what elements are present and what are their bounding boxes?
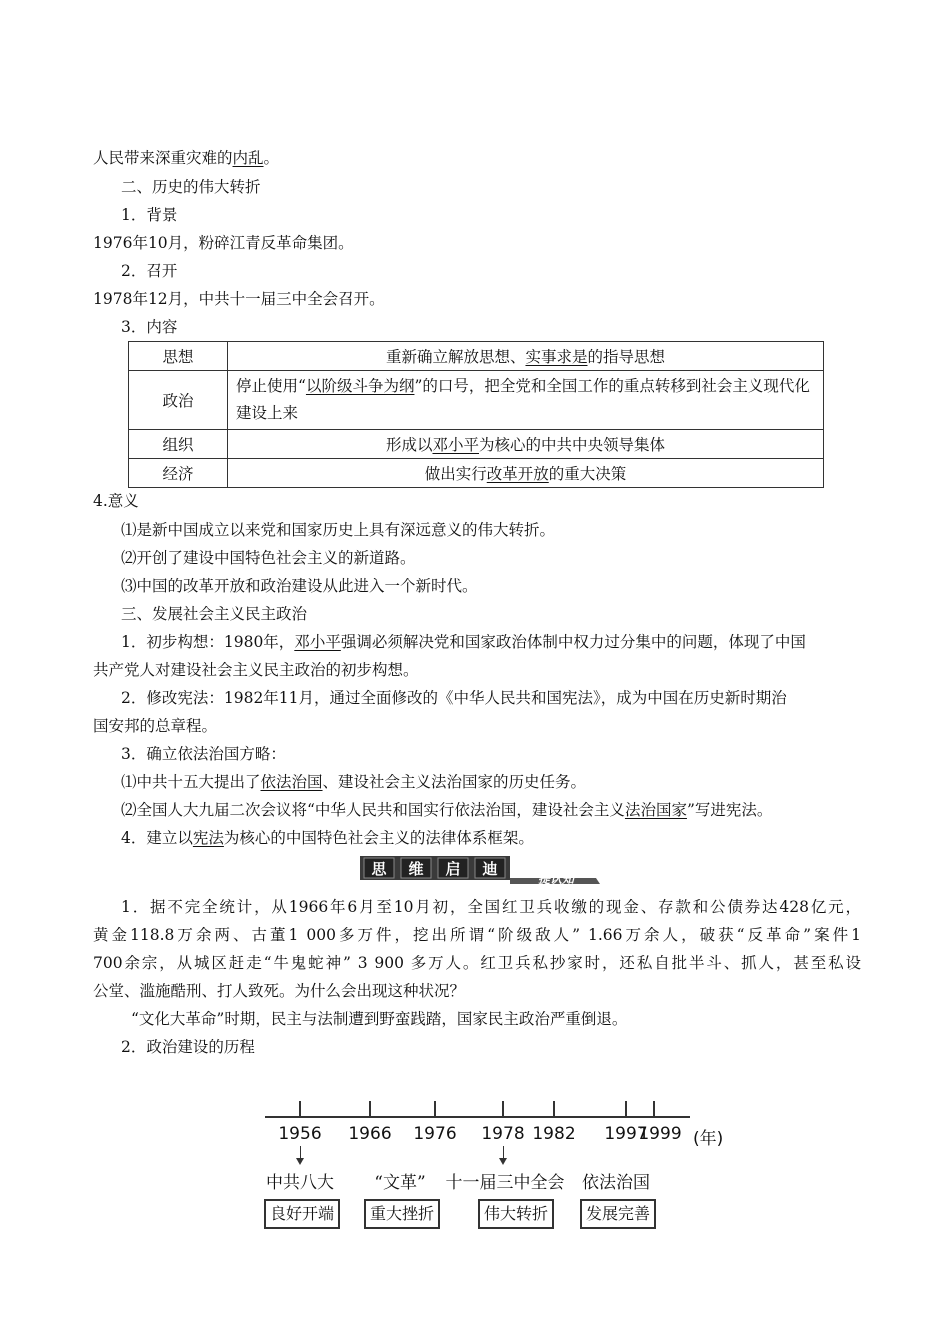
meaning-heading: 4.意义	[93, 492, 139, 510]
row-value: 重新确立解放思想、实事求是的指导思想	[228, 342, 824, 371]
question-2: 2．政治建设的历程	[121, 1038, 255, 1056]
row-value: 形成以邓小平为核心的中共中央领导集体	[228, 430, 824, 459]
banner-subtitle: 提认知	[537, 872, 575, 886]
meaning-point: ⑶中国的改革开放和政治建设从此进入一个新时代。	[121, 577, 478, 595]
banner-char: 启	[445, 860, 461, 878]
answer-1: “文化大革命”时期，民主与法制遭到野蛮践踏，国家民主政治严重倒退。	[131, 1010, 628, 1028]
year-unit: (年)	[693, 1129, 724, 1149]
item-2: 2．修改宪法：1982年11月，通过全面修改的《中华人民共和国宪法》，成为中国在历史新时期治	[121, 689, 787, 707]
row-key: 经济	[129, 459, 228, 488]
year-tick	[502, 1101, 504, 1116]
table-row	[129, 342, 824, 371]
banner-char: 迪	[482, 860, 498, 878]
year-label: 1982	[532, 1124, 576, 1144]
down-arrow-icon	[503, 1146, 504, 1160]
event-label: 十一届三中全会	[445, 1173, 565, 1193]
content-table	[128, 341, 824, 488]
intro-line	[93, 146, 279, 168]
event-label: “文革”	[374, 1173, 426, 1193]
stage-box: 发展完善	[580, 1199, 656, 1229]
item-4: 4．建立以宪法为核心的中国特色社会主义的法律体系框架。	[121, 829, 534, 847]
underlined-term: 内乱	[232, 149, 264, 167]
year-tick	[434, 1101, 436, 1116]
stage-box: 重大挫折	[364, 1199, 440, 1229]
year-label: 1956	[278, 1124, 322, 1144]
item-2-cont: 国安邦的总章程。	[93, 717, 218, 735]
item-3b: ⑵全国人大九届二次会议将“中华人民共和国实行依法治国，建设社会主义法治国家”写进宪法。	[121, 801, 773, 819]
banner-char: 思	[371, 860, 387, 878]
section-heading-3: 三、发展社会主义民主政治	[121, 605, 308, 623]
question-1-line: 1．据不完全统计，从1966年6月至10月初，全国红卫兵收缴的现金、存款和公债券达428亿元，	[121, 898, 861, 916]
question-1-line: 公堂、滥施酷刑、打人致死。为什么会出现这种状况？	[93, 982, 466, 1000]
year-label: 1976	[413, 1124, 457, 1144]
banner-char: 维	[408, 860, 424, 878]
text-fragment: 人民带来深重灾难的	[93, 149, 233, 167]
text-fragment: 。	[263, 149, 280, 167]
item-3: 3．确立依法治国方略：	[121, 745, 286, 763]
row-key: 政治	[129, 371, 228, 430]
year-label: 1978	[481, 1124, 525, 1144]
event-label: 依法治国	[582, 1173, 650, 1193]
year-label: 1997	[604, 1124, 648, 1144]
table-row	[129, 371, 824, 430]
thinking-banner	[360, 854, 600, 886]
section-heading-2: 二、历史的伟大转折	[121, 178, 261, 196]
row-value: 停止使用“以阶级斗争为纲”的口号，把全党和全国工作的重点转移到社会主义现代化建设上来	[228, 371, 824, 430]
item-3a: ⑴中共十五大提出了依法治国、建设社会主义法治国家的历史任务。	[121, 773, 587, 791]
row-value: 做出实行改革开放的重大决策	[228, 459, 824, 488]
content-heading: 3．内容	[121, 318, 178, 336]
table-row	[129, 430, 824, 459]
row-key: 组织	[129, 430, 228, 459]
year-tick	[553, 1101, 555, 1116]
meaning-point: ⑵开创了建设中国特色社会主义的新道路。	[121, 549, 416, 567]
question-1-line: 黄金118.8万余两、古董1 000多万件，挖出所谓“阶级敌人” 1.66万余人，破获“反革命”案件1	[93, 926, 861, 944]
year-label: 1999	[638, 1124, 682, 1144]
year-tick	[625, 1101, 627, 1116]
timeline-axis	[265, 1116, 690, 1118]
background-heading: 1．背景	[121, 206, 178, 224]
table-row	[129, 459, 824, 488]
political-timeline	[250, 1088, 724, 1238]
question-1-line: 700余宗，从城区赶走“牛鬼蛇神” 3 900 多万人。红卫兵私抄家时，还私自批半斗、抓人，甚至私设	[93, 954, 861, 972]
year-label: 1966	[348, 1124, 392, 1144]
down-arrow-icon	[300, 1146, 301, 1160]
year-tick	[299, 1101, 301, 1116]
item-1-cont: 共产党人对建设社会主义民主政治的初步构想。	[93, 661, 419, 679]
meaning-point: ⑴是新中国成立以来党和国家历史上具有深远意义的伟大转折。	[121, 521, 556, 539]
year-tick	[369, 1101, 371, 1116]
background-text: 1976年10月，粉碎江青反革命集团。	[93, 234, 354, 252]
row-key: 思想	[129, 342, 228, 371]
event-label: 中共八大	[266, 1173, 334, 1193]
year-tick	[653, 1101, 655, 1116]
item-1: 1．初步构想：1980年，邓小平强调必须解决党和国家政治体制中权力过分集中的问题，体现了中国	[121, 633, 806, 651]
convene-heading: 2．召开	[121, 262, 178, 280]
stage-box: 良好开端	[264, 1199, 340, 1229]
stage-box: 伟大转折	[478, 1199, 554, 1229]
convene-text: 1978年12月，中共十一届三中全会召开。	[93, 290, 385, 308]
